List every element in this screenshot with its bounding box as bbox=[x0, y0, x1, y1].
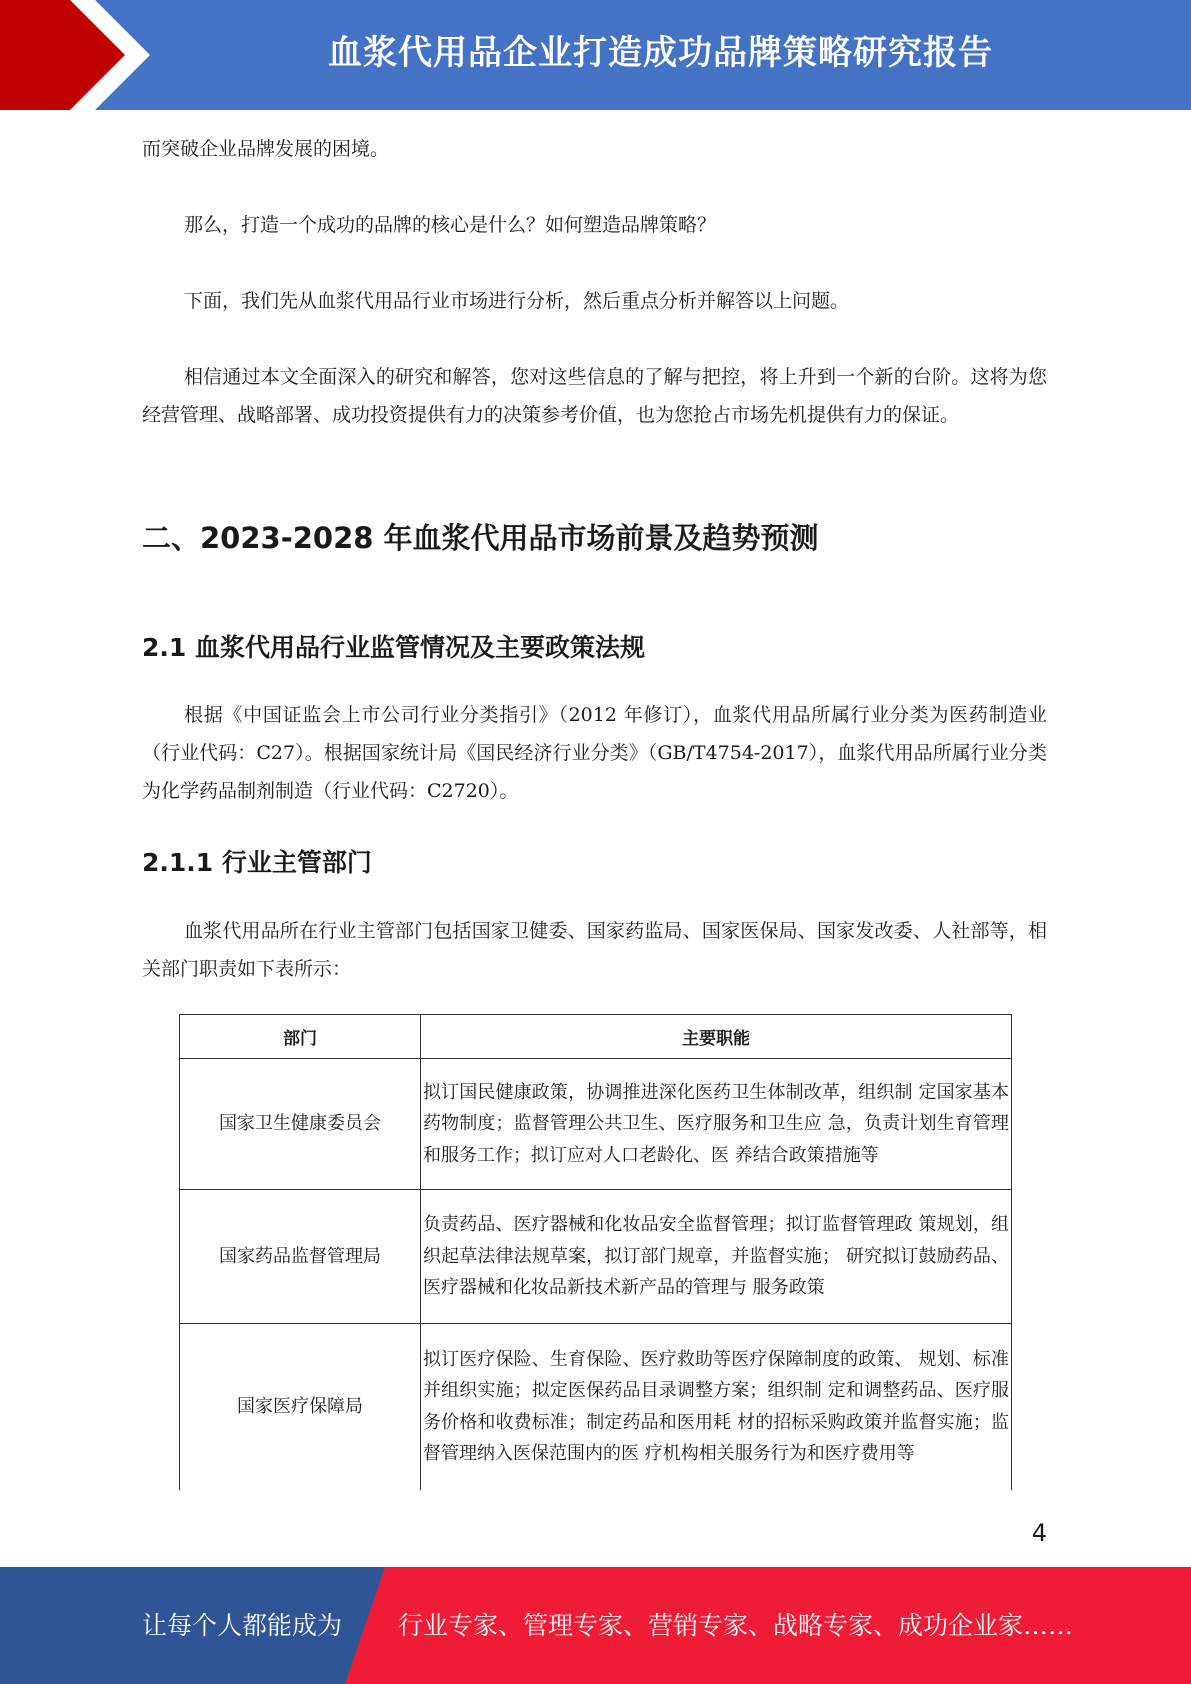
func-cell: 负责药品、医疗器械和化妆品安全监督管理；拟订监督管理政 策规划，组织起草法律法规草案，拟订部门规章，并监督实施； 研究拟订鼓励药品、医疗器械和化妆品新技术新产品的管理与 服务政策 bbox=[421, 1190, 1012, 1324]
intro-paragraph-2: 那么，打造一个成功的品牌的核心是什么？如何塑造品牌策略？ bbox=[184, 214, 717, 236]
dept-cell: 国家卫生健康委员会 bbox=[180, 1059, 421, 1190]
intro-paragraph-4: 相信通过本文全面深入的研究和解答，您对这些信息的了解与把控，将上升到一个新的台阶。这将为您经营管理、战略部署、成功投资提供有力的决策参考价值，也为您抢占市场先机提供有力的保证。 bbox=[142, 366, 1047, 426]
section-2-heading: 二、2023-2028 年血浆代用品市场前景及趋势预测 bbox=[142, 521, 819, 555]
table-row bbox=[180, 1059, 1012, 1190]
footer-slogan-left: 让每个人都能成为 bbox=[142, 1611, 343, 1640]
header-chevron-decoration bbox=[0, 0, 160, 110]
dept-cell: 国家医疗保障局 bbox=[180, 1324, 421, 1490]
section-2-1-heading: 2.1 血浆代用品行业监管情况及主要政策法规 bbox=[142, 633, 645, 662]
column-header-func: 主要职能 bbox=[421, 1015, 1012, 1059]
page-content bbox=[142, 130, 1047, 980]
table-row bbox=[180, 1190, 1012, 1324]
column-header-dept: 部门 bbox=[180, 1015, 421, 1059]
page-number: 4 bbox=[1031, 1519, 1047, 1547]
footer-slogan-right: 行业专家、管理专家、营销专家、战略专家、成功企业家…… bbox=[398, 1611, 1074, 1640]
table-header-row bbox=[180, 1015, 1012, 1059]
func-cell: 拟订医疗保险、生育保险、医疗救助等医疗保障制度的政策、 规划、标准并组织实施；拟定医保药品目录调整方案；组织制 定和调整药品、医疗服务价格和收费标准；制定药品和医用耗 材的招标采购政策并监督实施；监督管理纳入医保范围内的医 疗机构相关服务行为和医疗费用等 bbox=[421, 1324, 1012, 1490]
report-title: 血浆代用品企业打造成功品牌策略研究报告 bbox=[328, 33, 993, 73]
func-cell: 拟订国民健康政策，协调推进深化医药卫生体制改革，组织制 定国家基本药物制度；监督管理公共卫生、医疗服务和卫生应 急，负责计划生育管理和服务工作；拟订应对人口老龄化、医 养结合政策措施等 bbox=[421, 1059, 1012, 1190]
intro-paragraph-3: 下面，我们先从血浆代用品行业市场进行分析，然后重点分析并解答以上问题。 bbox=[184, 290, 850, 312]
section-2-1-1-paragraph: 血浆代用品所在行业主管部门包括国家卫健委、国家药监局、国家医保局、国家发改委、人社部等，相关部门职责如下表所示： bbox=[142, 920, 1047, 980]
header-banner bbox=[0, 0, 1191, 110]
dept-cell: 国家药品监督管理局 bbox=[180, 1190, 421, 1324]
department-duty-table bbox=[179, 1014, 1012, 1490]
intro-paragraph-1: 而突破企业品牌发展的困境。 bbox=[142, 138, 390, 160]
section-2-1-paragraph: 根据《中国证监会上市公司行业分类指引》（2012 年修订），血浆代用品所属行业分类为医药制造业（行业代码：C27）。根据国家统计局《国民经济行业分类》（GB/T4754-2017），血浆代用品所属行业分类为化学药品制剂制造（行业代码：C2720）。 bbox=[142, 704, 1047, 802]
footer-banner bbox=[0, 1567, 1191, 1684]
section-2-1-1-heading: 2.1.1 行业主管部门 bbox=[142, 848, 372, 877]
table-row bbox=[180, 1324, 1012, 1490]
